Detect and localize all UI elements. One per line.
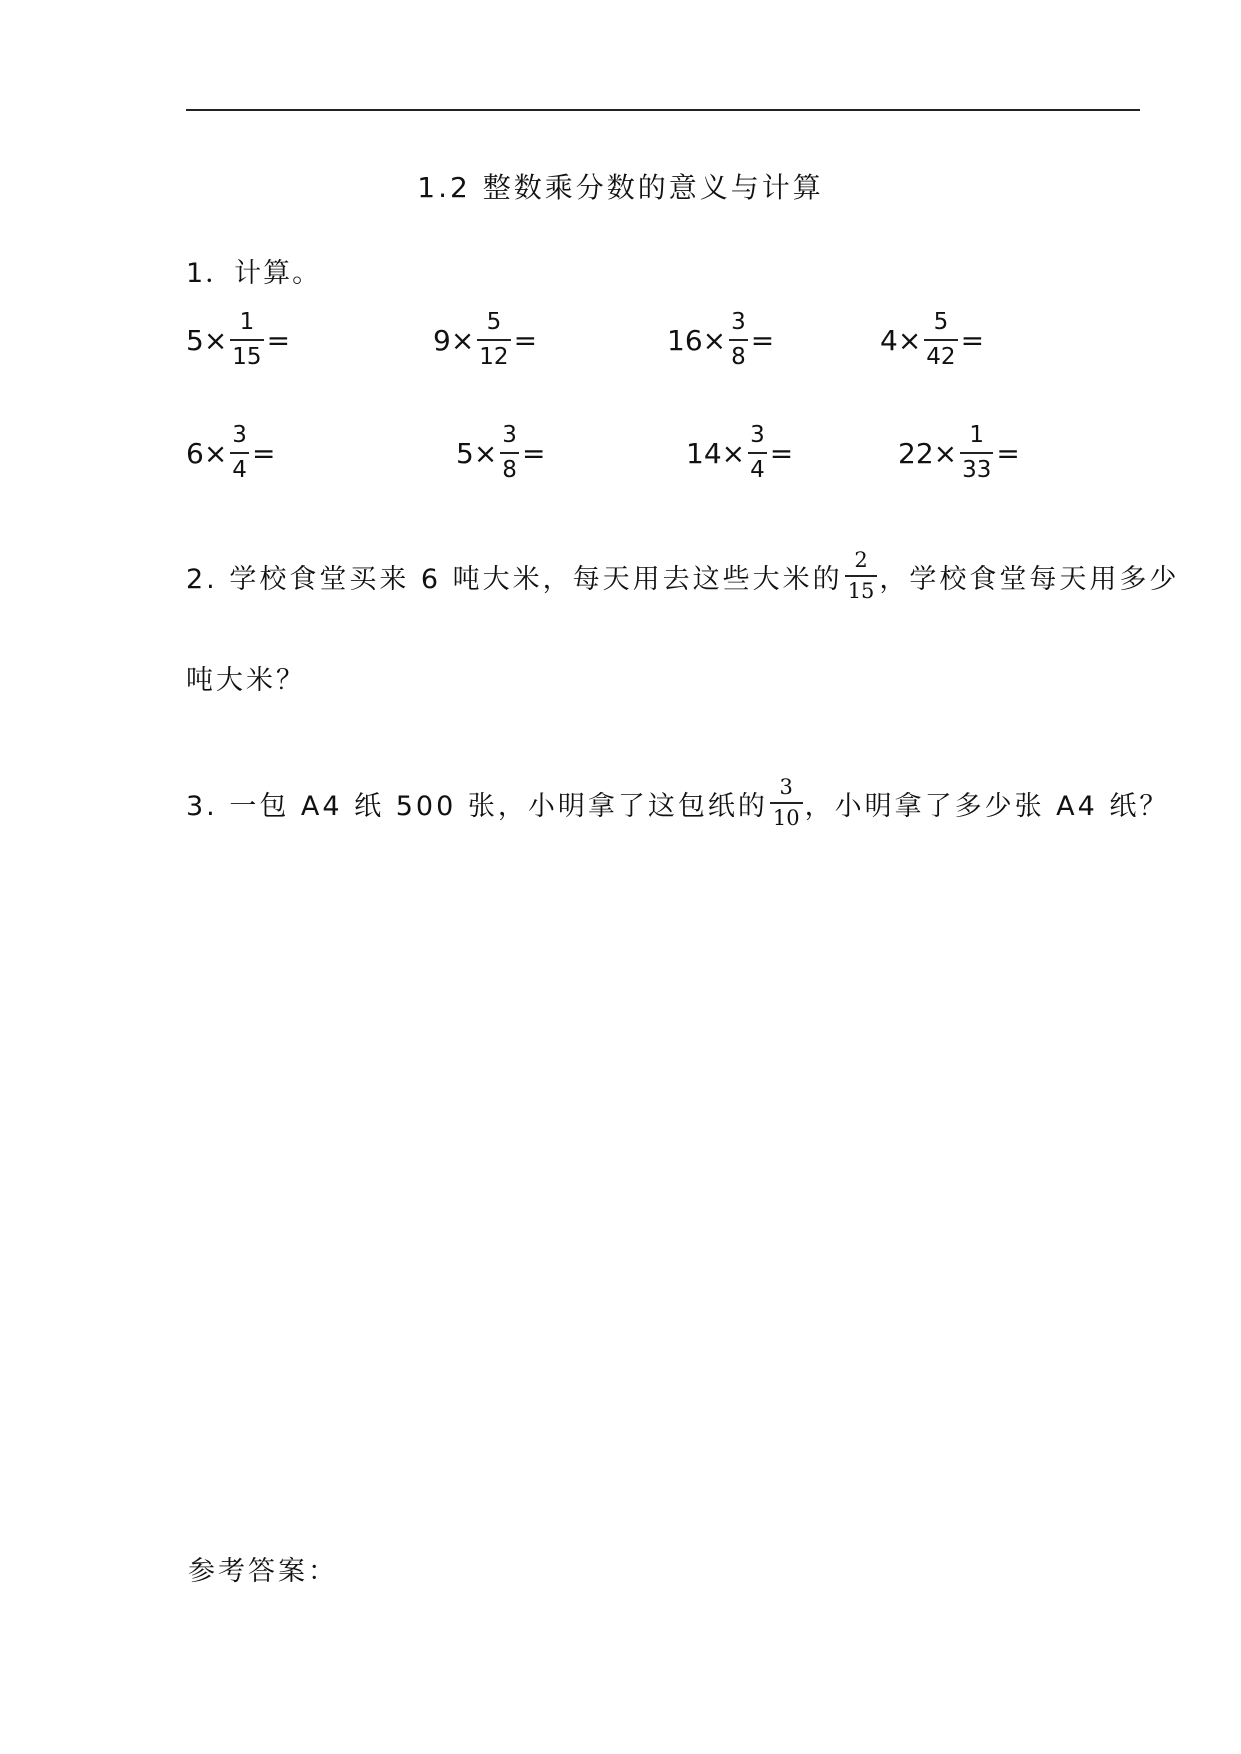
calc-expression xyxy=(186,290,290,390)
fraction xyxy=(729,311,748,369)
fraction xyxy=(500,424,519,482)
fraction-denominator: 12 xyxy=(477,339,510,369)
calc-expression xyxy=(686,403,793,503)
whole-number: 5 xyxy=(456,436,474,470)
fraction-denominator: 8 xyxy=(729,339,748,369)
question-3 xyxy=(186,775,1169,831)
whole-number: 9 xyxy=(433,323,451,357)
times-sign: × xyxy=(702,323,727,357)
fraction-numerator: 5 xyxy=(933,309,949,335)
equals-sign: = xyxy=(251,436,276,470)
fraction-numerator: 3 xyxy=(750,422,765,448)
times-sign: × xyxy=(473,436,498,470)
equals-sign: = xyxy=(996,436,1020,470)
equals-sign: = xyxy=(513,323,538,357)
question-2-text-start: 2. 学校食堂买来 6 吨大米，每天用去这些大米的 xyxy=(186,563,843,595)
calc-expression xyxy=(186,403,275,503)
whole-number: 16 xyxy=(667,323,703,357)
question-1-heading: 1．计算。 xyxy=(186,258,322,289)
fraction-denominator: 15 xyxy=(230,339,263,369)
fraction-denominator: 15 xyxy=(845,575,878,602)
fraction-numerator: 3 xyxy=(731,309,746,335)
times-sign: × xyxy=(933,436,958,470)
fraction xyxy=(230,424,249,482)
calc-expression xyxy=(898,403,1020,503)
equals-sign: = xyxy=(266,323,291,357)
calc-expression xyxy=(880,290,984,390)
fraction-numerator: 1 xyxy=(969,422,985,448)
equals-sign: = xyxy=(960,323,985,357)
fraction xyxy=(960,424,993,482)
fraction xyxy=(748,424,767,482)
fraction-numerator: 5 xyxy=(486,309,502,335)
whole-number: 6 xyxy=(186,436,204,470)
whole-number: 22 xyxy=(898,436,934,470)
calc-row-1 xyxy=(0,290,1241,390)
fraction-numerator: 3 xyxy=(232,422,247,448)
calc-expression xyxy=(433,290,537,390)
times-sign: × xyxy=(721,436,746,470)
calc-expression xyxy=(456,403,545,503)
whole-number: 5 xyxy=(186,323,204,357)
fraction-denominator: 10 xyxy=(770,802,803,829)
question-2-line-2: 吨大米？ xyxy=(186,665,306,696)
fraction-numerator: 3 xyxy=(779,775,793,799)
question-3-text-start: 3. 一包 A4 纸 500 张，小明拿了这包纸的 xyxy=(186,790,768,822)
times-sign: × xyxy=(450,323,475,357)
fraction-denominator: 33 xyxy=(960,452,993,482)
fraction xyxy=(477,311,510,369)
question-3-text-end: ，小明拿了多少张 A4 纸？ xyxy=(804,790,1170,822)
times-sign: × xyxy=(203,436,228,470)
header-rule xyxy=(186,109,1140,111)
equals-sign: = xyxy=(750,323,775,357)
question-2-text-end: ，学校食堂每天用多少 xyxy=(879,563,1180,595)
fraction-denominator: 8 xyxy=(500,452,519,482)
answers-label: 参考答案： xyxy=(188,1556,338,1587)
equals-sign: = xyxy=(769,436,794,470)
fraction-numerator: 1 xyxy=(239,309,255,335)
fraction-numerator: 3 xyxy=(502,422,517,448)
fraction xyxy=(924,311,957,369)
fraction-denominator: 4 xyxy=(748,452,767,482)
fraction xyxy=(770,777,803,829)
fraction-numerator: 2 xyxy=(854,548,868,572)
fraction-denominator: 4 xyxy=(230,452,249,482)
fraction-denominator: 42 xyxy=(924,339,957,369)
whole-number: 4 xyxy=(880,323,898,357)
page-title: 1.2 整数乘分数的意义与计算 xyxy=(417,171,824,204)
fraction xyxy=(845,550,878,602)
times-sign: × xyxy=(203,323,228,357)
calc-row-2 xyxy=(0,403,1241,503)
equals-sign: = xyxy=(521,436,546,470)
whole-number: 14 xyxy=(686,436,722,470)
times-sign: × xyxy=(897,323,922,357)
question-2 xyxy=(186,548,1179,604)
calc-expression xyxy=(667,290,774,390)
fraction xyxy=(230,311,263,369)
